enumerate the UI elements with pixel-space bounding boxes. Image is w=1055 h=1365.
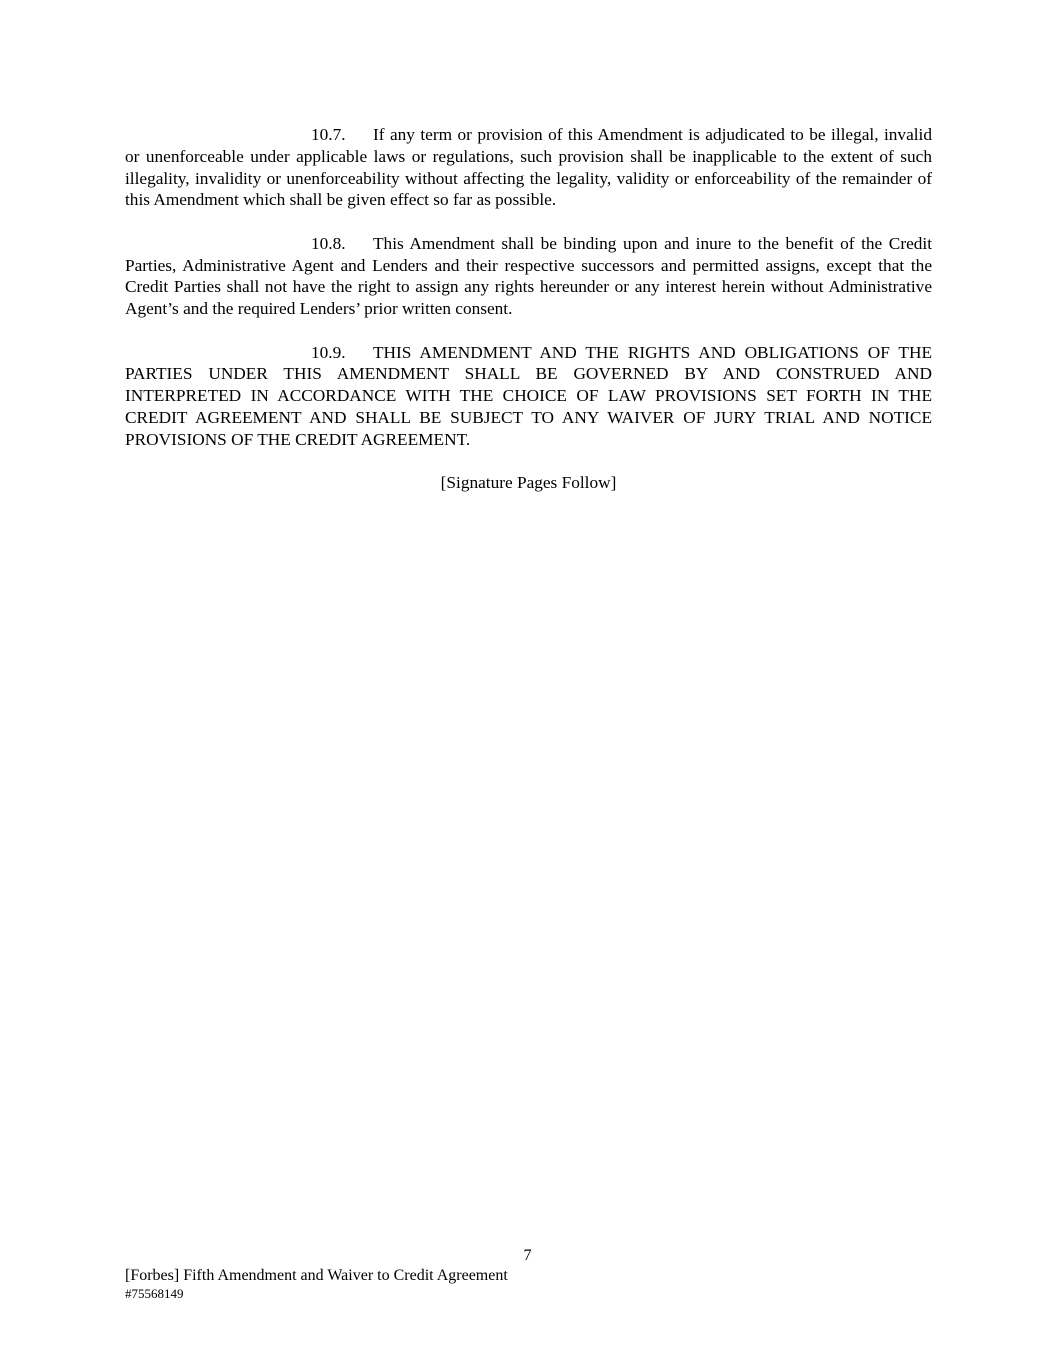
section-10-7 xyxy=(125,124,932,211)
section-10-8 xyxy=(125,233,932,320)
page-number: 7 xyxy=(523,1247,532,1264)
signature-pages-note: [Signature Pages Follow] xyxy=(440,473,617,493)
section-number: 10.8. xyxy=(311,233,346,253)
footer-document-title: [Forbes] Fifth Amendment and Waiver to Credit Agreement xyxy=(125,1267,508,1284)
section-number: 10.7. xyxy=(311,125,346,144)
section-text: This Amendment shall be binding upon and inure to the benefit of the Credit Parties, Administrative Agent and Lenders and their respective successors and permitted assigns, except that the Credit Parties shall not have the right to assign any rights hereunder or any interest herein without Administrative Agent’s and the required Lenders’ prior written consent. xyxy=(125,233,932,319)
section-text: THIS AMENDMENT AND THE RIGHTS AND OBLIGATIONS OF THE PARTIES UNDER THIS AMENDMENT SHALL BE GOVERNED BY AND CONSTRUED AND INTERPRETED IN ACCORDANCE WITH THE CHOICE OF LAW PROVISIONS SET FORTH IN THE CREDIT AGREEMENT AND SHALL BE SUBJECT TO ANY WAIVER OF JURY TRIAL AND NOTICE PROVISIONS OF THE CREDIT AGREEMENT. xyxy=(125,342,932,449)
footer-document-id: #75568149 xyxy=(125,1286,184,1301)
section-text: If any term or provision of this Amendment is adjudicated to be illegal, invalid or unenforceable under applicable laws or regulations, such provision shall be inapplicable to the extent of such illegality, invalidity or unenforceability without affecting the legality, validity or enforceability of the remainder of this Amendment which shall be given effect so far as possible. xyxy=(125,125,932,210)
document-body xyxy=(125,124,932,494)
section-number: 10.9. xyxy=(311,342,346,362)
section-10-9 xyxy=(125,342,932,451)
